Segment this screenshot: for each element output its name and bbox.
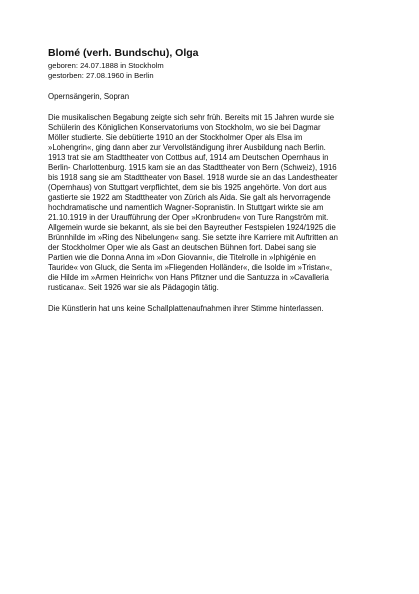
biography-line: 1913 trat sie am Stadttheater von Cottbus auf, 1914 am Deutschen Opernhaus in <box>48 152 329 162</box>
profession: Opernsängerin, Sopran <box>48 91 130 101</box>
person-name: Blomé (verh. Bundschu), Olga <box>48 47 199 59</box>
biography-line: 21.10.1919 in der Uraufführung der Oper »Kronbruden« von Ture Rangström mit. <box>48 213 329 223</box>
biography-line: Die musikalischen Begabung zeigte sich sehr früh. Bereits mit 15 Jahren wurde sie <box>48 112 335 122</box>
biography-line: gastierte sie 1922 am Stadttheater von Zürich als Aida. Sie galt als hervorragende <box>48 192 331 202</box>
biography-line: bis 1918 sang sie am Stadttheater von Basel. 1918 wurde sie an das Landestheater <box>48 172 338 182</box>
biography-line: Tauride« von Gluck, die Senta im »Fliegenden Holländer«, die Isolde im »Tristan«, <box>48 263 333 273</box>
birth-info: geboren: 24.07.1888 in Stockholm <box>48 61 164 70</box>
biography-line: Partien wie die Donna Anna im »Don Giovanni«, die Titelrolle in »Iphigénie en <box>48 253 316 263</box>
biography-line: rusticana«. Seit 1926 war sie als Pädagogin tätig. <box>48 283 219 293</box>
death-info: gestorben: 27.08.1960 in Berlin <box>48 70 154 80</box>
biography-line: Schülerin des Königlichen Konservatoriums von Stockholm, wo sie bei Dagmar <box>48 122 321 132</box>
biography-line: der Stockholmer Oper wie als Gast an deutschen Bühnen fort. Dabei sang sie <box>48 243 317 253</box>
biography-paragraph <box>48 113 371 294</box>
biography-line: »Lohengrin«, ging dann aber zur Vervollständigung ihrer Ausbildung nach Berlin. <box>48 142 326 152</box>
biography-line: hochdramatische und namentlich Wagner-Sopranistin. In Stuttgart wirkte sie am <box>48 203 324 213</box>
biography-line: Allgemein wurde sie bekannt, als sie bei den Bayreuther Festspielen 1924/1925 die <box>48 223 336 233</box>
biography-line: (Opernhaus) von Stuttgart verpflichtet, dem sie bis 1925 angehörte. Von dort aus <box>48 182 327 192</box>
biography-line: Brünnhilde im »Ring des Nibelungen« sang. Sie setzte ihre Karriere mit Auftritten an <box>48 233 338 243</box>
biography-line: Berlin- Charlottenburg. 1915 kam sie an das Stadttheater von Bern (Schweiz), 1916 <box>48 162 337 172</box>
biography-line: Möller studierte. Sie debütierte 1910 an der Stockholmer Oper als Elsa im <box>48 132 303 142</box>
biography-line: die Hilde im »Armen Heinrich« von Hans Pfitzner und die Santuzza in »Cavalleria <box>48 273 329 283</box>
recordings-note: Die Künstlerin hat uns keine Schallplattenaufnahmen ihrer Stimme hinterlassen. <box>48 304 324 314</box>
